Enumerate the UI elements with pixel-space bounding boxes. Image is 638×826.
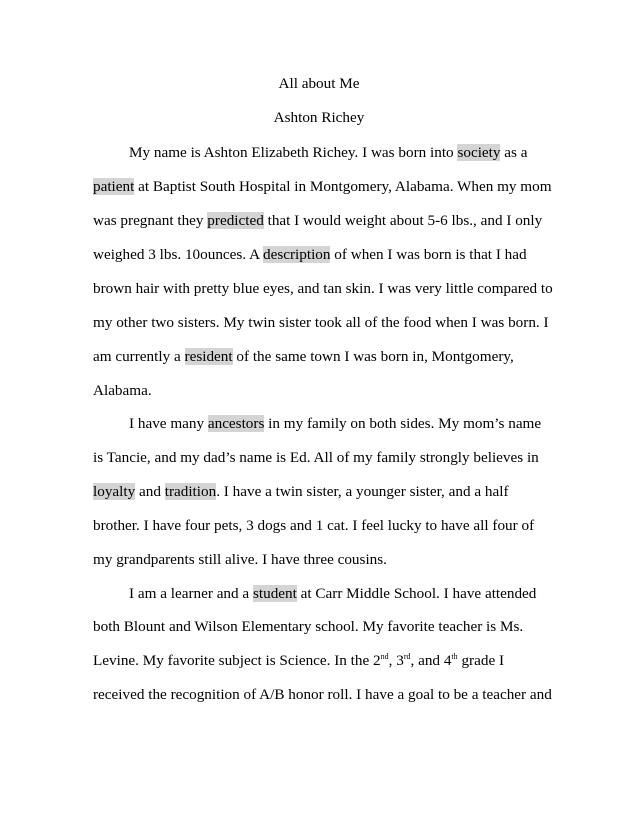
text-run: at Carr Middle School. I have attended xyxy=(296,585,537,602)
highlighted-word: description xyxy=(263,246,331,263)
highlighted-word: resident xyxy=(184,348,233,365)
paragraph-line xyxy=(93,347,514,367)
text-run: received the recognition of A/B honor roll. I have a goal to be a teacher and xyxy=(93,686,552,703)
text-run: grade I xyxy=(457,652,505,669)
paragraph-line xyxy=(93,313,549,333)
text-run: as a xyxy=(500,144,528,161)
text-run: both Blount and Wilson Elementary school. My favorite teacher is Ms. xyxy=(93,618,524,635)
paragraph-line xyxy=(93,651,504,671)
document-author: Ashton Richey xyxy=(273,109,365,126)
document-title: All about Me xyxy=(278,75,360,92)
paragraph-line xyxy=(93,617,523,637)
text-run: My name is Ashton Elizabeth Richey. I was born into xyxy=(129,144,458,161)
highlighted-word: predicted xyxy=(207,212,264,229)
text-run: Alabama. xyxy=(93,382,152,399)
text-run: Levine. My favorite subject is Science. In the 2 xyxy=(93,652,381,669)
paragraph-line xyxy=(129,143,527,163)
paragraph-line xyxy=(93,245,527,265)
text-run: was pregnant they xyxy=(93,212,208,229)
paragraph-line xyxy=(93,279,553,299)
highlighted-word: ancestors xyxy=(207,415,265,432)
text-run: my other two sisters. My twin sister took all of the food when I was born. I xyxy=(93,314,549,331)
highlighted-word: society xyxy=(457,144,501,161)
text-run: , 3 xyxy=(388,652,404,669)
text-run: of when I was born is that I had xyxy=(330,246,527,263)
paragraph-line xyxy=(93,381,152,401)
text-run: I am a learner and a xyxy=(129,585,253,602)
text-run: , and 4 xyxy=(410,652,452,669)
text-run: in my family on both sides. My mom’s name xyxy=(264,415,542,432)
text-run: brown hair with pretty blue eyes, and tan skin. I was very little compared to xyxy=(93,280,553,297)
highlighted-word: tradition xyxy=(164,483,217,500)
paragraph-line xyxy=(93,516,534,536)
paragraph-line xyxy=(129,414,541,434)
text-run: that I would weight about 5-6 lbs., and I only xyxy=(263,212,543,229)
text-run: at Baptist South Hospital in Montgomery, Alabama. When my mom xyxy=(134,178,552,195)
paragraph-line xyxy=(129,584,536,604)
paragraph-line xyxy=(93,177,552,197)
text-run: of the same town I was born in, Montgomery, xyxy=(232,348,514,365)
ordinal-suffix: th xyxy=(451,651,458,661)
paragraph-line xyxy=(93,550,387,570)
paragraph-line xyxy=(93,482,509,502)
text-run: am currently a xyxy=(93,348,185,365)
paragraph-line xyxy=(93,211,542,231)
text-run: my grandparents still alive. I have three cousins. xyxy=(93,551,387,568)
text-run: is Tancie, and my dad’s name is Ed. All of my family strongly believes in xyxy=(93,449,539,466)
highlighted-word: patient xyxy=(93,178,135,195)
paragraph-line xyxy=(93,448,539,468)
text-run: and xyxy=(135,483,165,500)
text-run: brother. I have four pets, 3 dogs and 1 cat. I feel lucky to have all four of xyxy=(93,517,535,534)
text-run: I have many xyxy=(129,415,208,432)
ordinal-suffix: nd xyxy=(380,651,389,661)
highlighted-word: loyalty xyxy=(93,483,136,500)
text-run: . I have a twin sister, a younger sister, and a half xyxy=(216,483,509,500)
ordinal-suffix: rd xyxy=(403,651,411,661)
paragraph-line xyxy=(93,685,552,705)
highlighted-word: student xyxy=(252,585,297,602)
text-run: weighed 3 lbs. 10ounces. A xyxy=(93,246,263,263)
